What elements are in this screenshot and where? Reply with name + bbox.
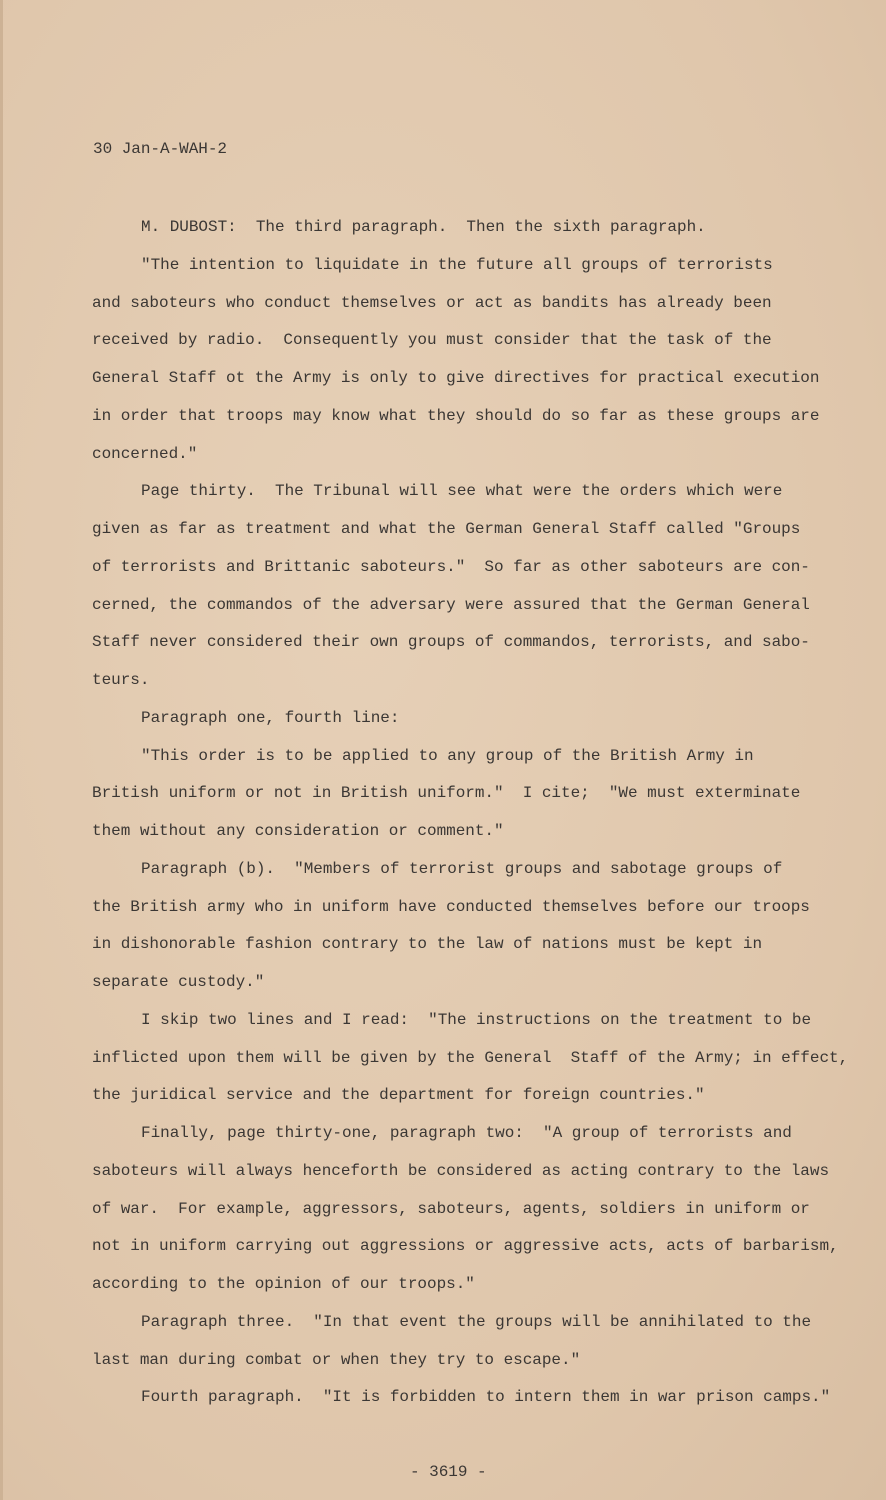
paragraph-first-line: "The intention to liquidate in the future all groups of terrorists [141, 255, 773, 274]
paragraph-line: in order that troops may know what they should do so far as these groups are [92, 406, 820, 425]
paragraph-line: cerned, the commandos of the adversary were assured that the German General [92, 595, 810, 614]
paragraph-line: General Staff ot the Army is only to give directives for practical execution [92, 369, 820, 387]
page-number: - 3619 - [410, 1463, 487, 1481]
paragraph-first-line: Finally, page thirty-one, paragraph two: "A group of terrorists and [141, 1124, 792, 1142]
document-header: 30 Jan-A-WAH-2 [93, 140, 228, 158]
paragraph-line: inflicted upon them will be given by the General Staff of the Army; in effect, [92, 1048, 849, 1067]
paragraph-line: of war. For example, aggressors, saboteurs, agents, soldiers in uniform or [92, 1199, 810, 1218]
paragraph-first-line: Paragraph three. "In that event the groups will be annihilated to the [141, 1312, 812, 1331]
paragraph-line: the British army who in uniform have conducted themselves before our troops [92, 897, 810, 916]
paragraph-line: and saboteurs who conduct themselves or act as bandits has already been [92, 293, 772, 312]
paragraph-line: in dishonorable fashion contrary to the law of nations must be kept in [92, 935, 763, 954]
paragraph-first-line: Paragraph (b). "Members of terrorist groups and sabotage groups of [141, 859, 783, 878]
paragraph-line: given as far as treatment and what the German General Staff called "Groups [92, 520, 801, 538]
paragraph-line: British uniform or not in British uniform." I cite; "We must exterminate [92, 784, 801, 803]
paragraph-line: last man during combat or when they try to escape." [92, 1350, 581, 1369]
paragraph-first-line: Fourth paragraph. "It is forbidden to intern them in war prison camps." [141, 1388, 831, 1407]
paragraph-line: according to the opinion of our troops." [92, 1275, 475, 1293]
paragraph-line: of terrorists and Brittanic saboteurs." So far as other saboteurs are con- [92, 557, 810, 576]
paragraph-line: not in uniform carrying out aggressions or aggressive acts, acts of barbarism, [92, 1237, 839, 1256]
paragraph-line: separate custody." [92, 973, 265, 991]
paragraph-first-line: M. DUBOST: The third paragraph. Then the sixth paragraph. [141, 218, 706, 236]
paragraph-line: Staff never considered their own groups of commandos, terrorists, and sabo- [92, 633, 810, 652]
paragraph-line: teurs. [92, 671, 150, 689]
paragraph-line: the juridical service and the department for foreign countries." [92, 1086, 705, 1105]
paragraph-first-line: Page thirty. The Tribunal will see what were the orders which were [141, 482, 783, 501]
page-edge [0, 0, 3, 1500]
paragraph-first-line: I skip two lines and I read: "The instructions on the treatment to be [141, 1010, 812, 1029]
paragraph-line: received by radio. Consequently you must consider that the task of the [92, 331, 772, 350]
paragraph-line: saboteurs will always henceforth be considered as acting contrary to the laws [92, 1161, 830, 1180]
paragraph-first-line: "This order is to be applied to any group of the British Army in [141, 746, 754, 765]
paragraph-line: them without any consideration or comment." [92, 822, 504, 840]
paragraph-line: concerned." [92, 444, 198, 463]
paragraph-first-line: Paragraph one, fourth line: [141, 708, 400, 727]
